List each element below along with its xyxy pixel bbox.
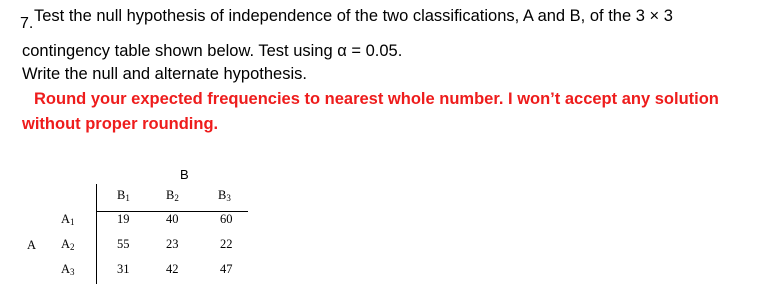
question-text-line-3: Write the null and alternate hypothesis. [22, 65, 307, 83]
cell-a1-b1: 19 [117, 212, 130, 226]
cell-a1-b2: 40 [166, 212, 179, 226]
row-header-a1: A1 [61, 212, 75, 227]
cell-a2-b2: 23 [166, 237, 179, 251]
cell-a2-b1: 55 [117, 237, 130, 251]
row-header-a3: A3 [61, 262, 75, 277]
cell-a2-b3: 22 [220, 237, 233, 251]
column-header-b2: B2 [166, 188, 179, 203]
table-vertical-rule [96, 184, 97, 284]
cell-a3-b1: 31 [117, 262, 130, 276]
cell-a3-b2: 42 [166, 262, 179, 276]
question-text-line-2: contingency table shown below. Test using α = 0.05. [22, 42, 403, 60]
column-variable-label: B [180, 167, 189, 182]
rounding-warning-line-2: without proper rounding. [22, 115, 219, 133]
rounding-warning-line-1: Round your expected frequencies to nearest whole number. I won’t accept any solution [34, 90, 719, 108]
column-header-b3: B3 [218, 188, 231, 203]
column-header-b1: B1 [117, 188, 130, 203]
question-text-line-1: Test the null hypothesis of independence of the two classifications, A and B, of the 3 × 3 [34, 7, 673, 25]
row-header-a2: A2 [61, 237, 75, 252]
row-variable-label: A [27, 238, 37, 252]
cell-a3-b3: 47 [220, 262, 233, 276]
question-number: 7. [20, 15, 34, 32]
cell-a1-b3: 60 [220, 212, 233, 226]
